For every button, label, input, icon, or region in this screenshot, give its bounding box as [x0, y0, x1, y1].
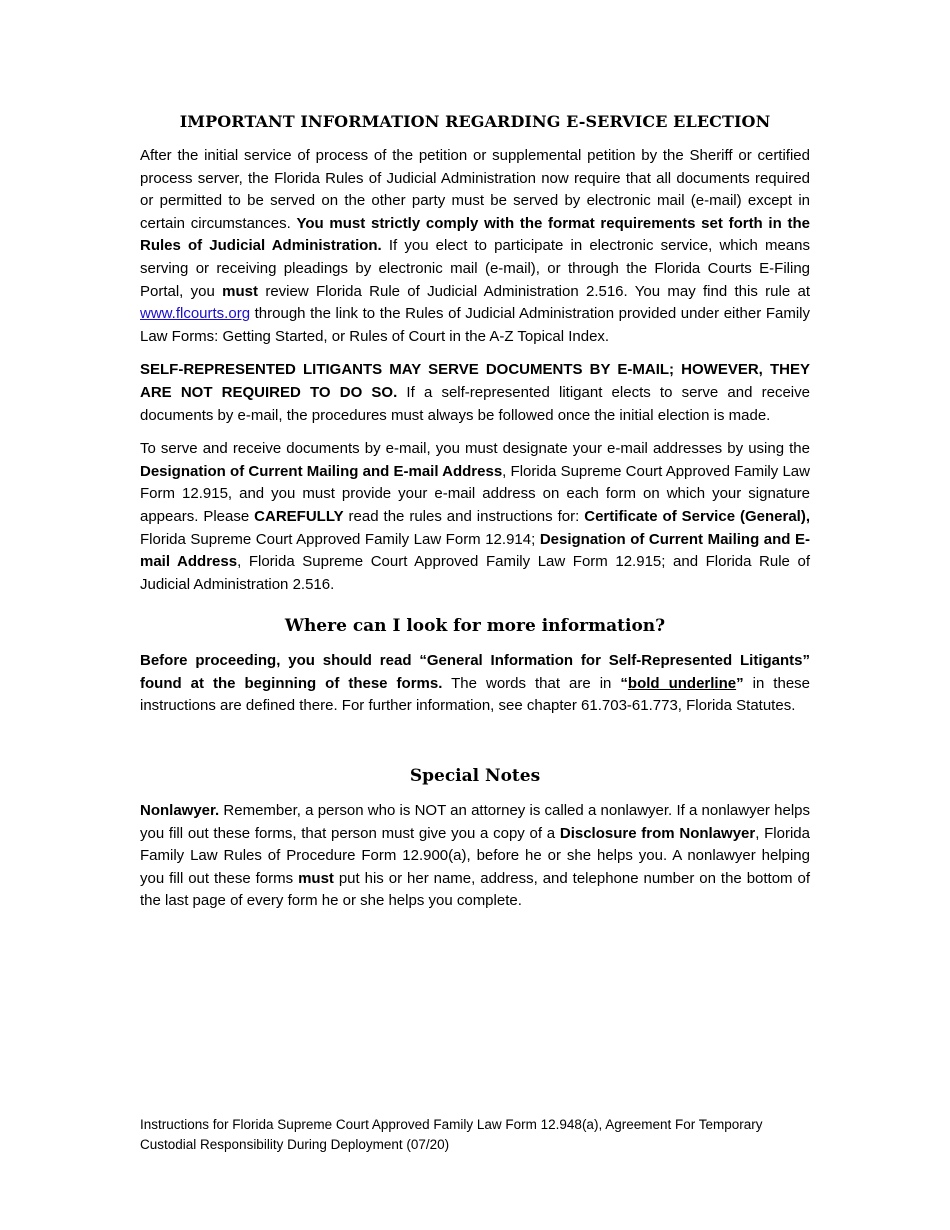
- self-represented-paragraph: SELF-REPRESENTED LITIGANTS MAY SERVE DOCUMENTS BY E-MAIL; HOWEVER, THEY ARE NOT REQUIRED TO DO SO. If a self-represented litigant elects to serve and receive documents by e-mail, the procedures must always be followed once the initial election is made.: [140, 361, 810, 424]
- footer-line-2: Custodial Responsibility During Deployment (07/20): [140, 1137, 450, 1152]
- page-footer: [140, 1115, 820, 1155]
- nonlawyer-paragraph: Nonlawyer. Remember, a person who is NOT an attorney is called a nonlawyer. If a nonlawyer helps you fill out these forms, that person must give you a copy of a Disclosure from Nonlawyer, Florida Family Law Rules of Procedure Form 12.900(a), before he or she helps you. A nonlawyer helping you fill out these forms must put his or her name, address, and telephone number on the bottom of the last page of every form he or she helps you complete.: [140, 802, 810, 910]
- special-notes-heading: Special Notes: [409, 766, 541, 787]
- designation-paragraph: To serve and receive documents by e-mail, you must designate your e-mail addresses by using the Designation of Current Mailing and E-mail Address, Florida Supreme Court Approved Family Law Form 12.915, and you must provide your e-mail address on each form on which your signature appears. Please CAREFULLY read the rules and instructions for: Certificate of Service (General), Florida Supreme Court Approved Family Law Form 12.914; Designation of Current Mailing and E-mail Address, Florida Supreme Court Approved Family Law Form 12.915; and Florida Rule of Judicial Administration 2.516.: [140, 440, 811, 593]
- footer-line-1: Instructions for Florida Supreme Court Approved Family Law Form 12.948(a), Agreement For Temporary: [140, 1117, 763, 1132]
- more-information-paragraph: Before proceeding, you should read “General Information for Self-Represented Litigants” found at the beginning of these forms. The words that are in “bold underline” in these instructions are defined there. For further information, see chapter 61.703-61.773, Florida Statutes.: [140, 652, 810, 715]
- more-information-heading: Where can I look for more information?: [284, 616, 666, 637]
- flcourts-link[interactable]: www.flcourts.org: [140, 305, 251, 323]
- document-body: [140, 112, 810, 924]
- e-service-paragraph: After the initial service of process of the petition or supplemental petition by the Sheriff or certified process server, the Florida Rules of Judicial Administration now require that all documents required or permitted to be served on the other party must be served by electronic mail (e-mail) except in certain circumstances. You must strictly comply with the format requirements set forth in the Rules of Judicial Administration. If you elect to participate in electronic service, which means serving or receiving pleadings by electronic mail (e-mail), or through the Florida Courts E-Filing Portal, you must review Florida Rule of Judicial Administration 2.516. You may find this rule at www.flcourts.org through the link to the Rules of Judicial Administration provided under either Family Law Forms: Getting Started, or Rules of Court in the A-Z Topical Index.: [140, 147, 810, 345]
- page-title: IMPORTANT INFORMATION REGARDING E-SERVICE ELECTION: [179, 112, 771, 131]
